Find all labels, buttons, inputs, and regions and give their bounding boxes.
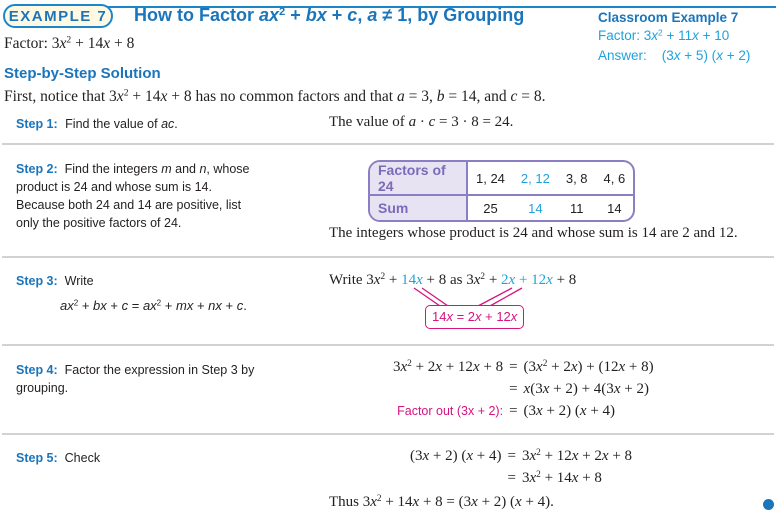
solution-heading: Step-by-Step Solution: [4, 65, 161, 82]
step-3: Step 3: Write: [16, 274, 94, 288]
divider: [2, 256, 774, 258]
factor-out-annotation: Factor out (3x + 2):: [397, 403, 504, 418]
step-1: Step 1: Find the value of ac.: [16, 117, 178, 131]
step-5-conclusion: Thus $3x^2 + 14x + 8 = (3x + 2) (x + 4)$.: [329, 493, 554, 510]
step-5: Step 5: Check: [16, 451, 101, 465]
step-2: Step 2: Find the integers m and n, whose product is 24 and whose sum is 14. Because both 24 and 14 are positive, list only the positive factors of 24.: [16, 162, 250, 230]
classroom-example-title: Classroom Example 7: [598, 10, 739, 25]
intro-text: First, notice that $3x^2 + 14x + 8$ has no common factors and that a = 3, b = 14, and c = 8.: [4, 87, 546, 105]
example-badge: EXAMPLE 7: [3, 4, 113, 28]
factors-row: Factors of 24 1, 24 2, 12 3, 8 4, 6: [370, 162, 633, 196]
factors-table: [368, 160, 635, 222]
divider: [2, 433, 774, 435]
divider: [2, 344, 774, 346]
step-3-result: Write $3x^2 + 14x + 8$ as $3x^2 + 2x + 12x + 8$: [329, 271, 577, 288]
step-5-equations: (3x + 2) (x + 4) = $3x^2 + 12x + 2x + 8$ = $3x^2 + 14x + 8$: [410, 447, 633, 486]
end-marker-dot-icon: [763, 499, 774, 510]
step-1-result: The value of a · c = 3 · 8 = 24.: [329, 114, 514, 130]
step-4: Step 4: Factor the expression in Step 3 by grouping.: [16, 363, 255, 395]
example-title: How to Factor $ax^2$ + bx + c, a ≠ 1, by Grouping: [134, 5, 525, 25]
problem-statement: Factor: $3x^2 + 14x + 8$: [4, 34, 135, 52]
sum-row: Sum 25 14 11 14: [370, 196, 633, 220]
classroom-example-factor: Factor: $3x^2 + 11x + 10$: [598, 27, 730, 43]
classroom-example-answer: Answer: (3x + 5) (x + 2): [598, 48, 751, 63]
step-3-callout: 14x = 2x + 12x: [425, 305, 524, 329]
step-4-equations: $3x^2 + 2x + 12x + 8$ = $(3x^2 + 2x) + (12x + 8)$ = x(3x + 2) + 4(3x + 2) Factor out (3x + 2): = (3x + 2) (x + 4): [393, 358, 654, 419]
step-2-result: The integers whose product is 24 and whose sum is 14 are 2 and 12.: [329, 225, 738, 241]
step-3-formula: $ax^2$ + bx + $c = ax^2$ + mx + nx + c.: [60, 298, 247, 313]
divider: [2, 143, 774, 145]
